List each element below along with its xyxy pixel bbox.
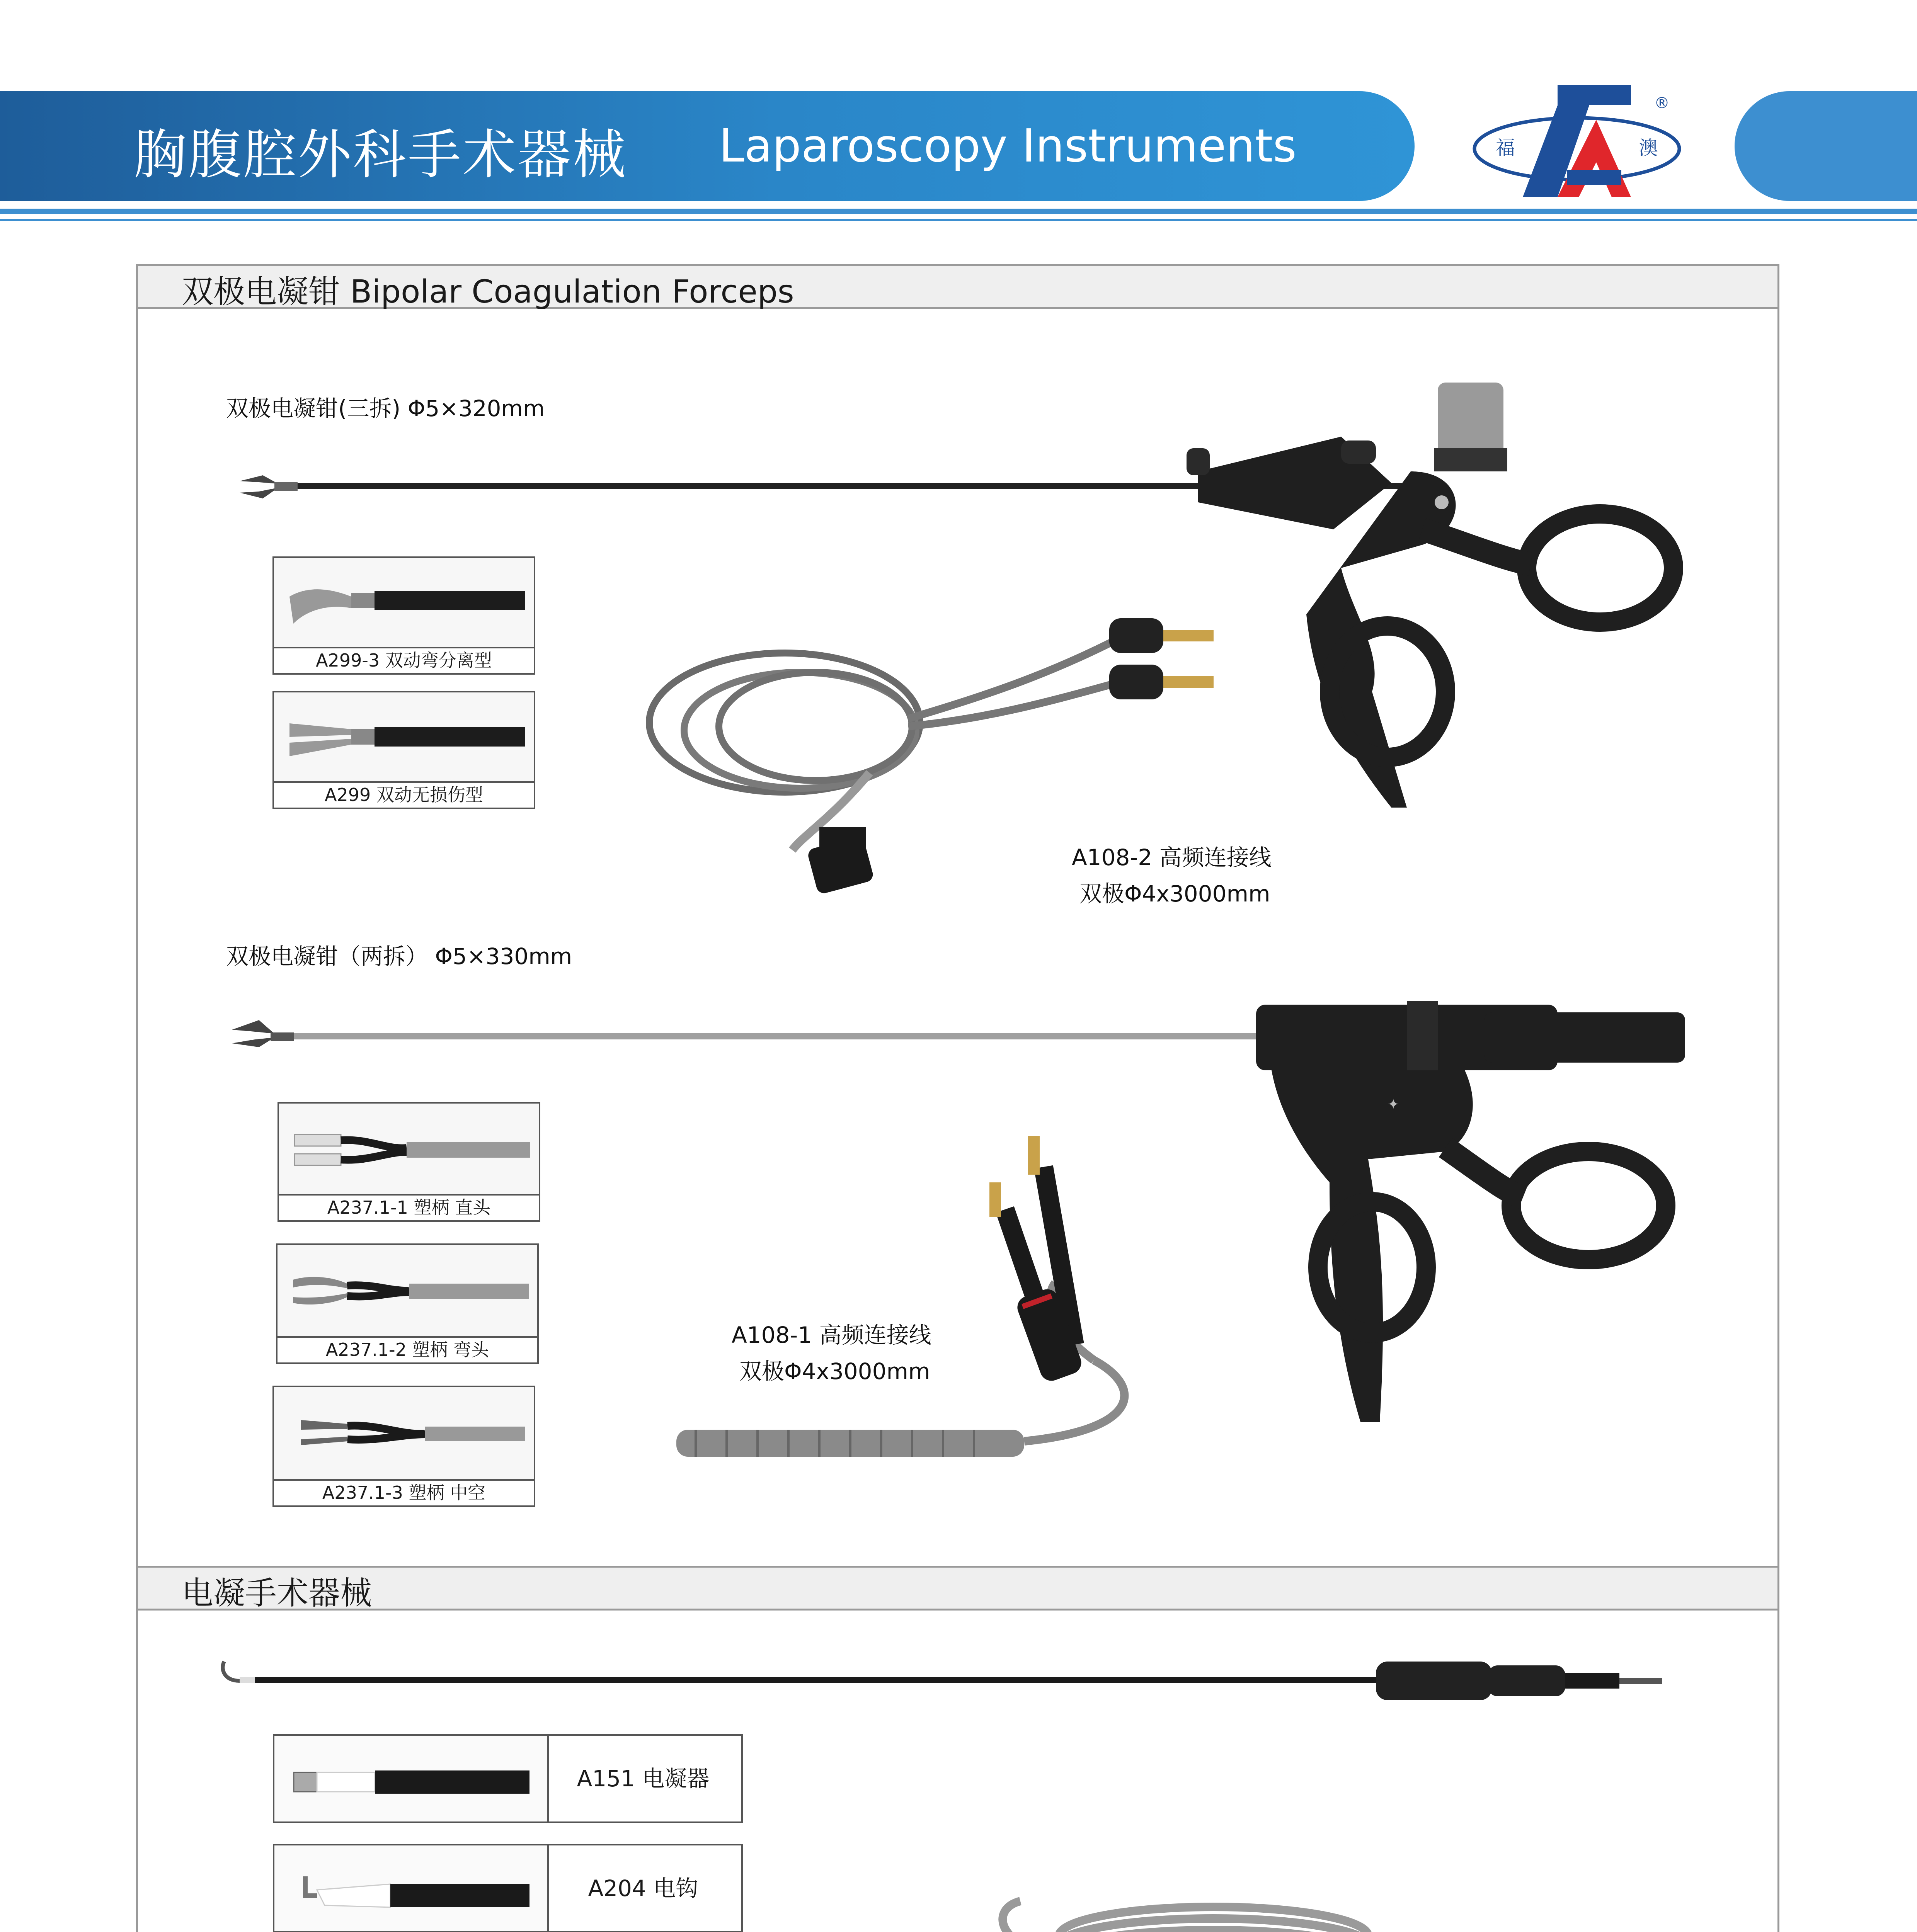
thumb-a237-1-3 [272,1386,535,1507]
row-image [274,1845,549,1931]
cable1-line1: A108-2 高频连接线 [1072,844,1272,871]
logo-left-char: 福 [1496,137,1515,159]
section2-header [136,1566,1779,1611]
company-logo [1469,77,1685,205]
cable2-line1: A108-1 高频连接线 [732,1322,931,1348]
thumb-caption: A299-3 双动弯分离型 [274,647,534,673]
page-subtitle: Laparoscopy Instruments [719,119,1297,172]
section1-title: 双极电凝钳 Bipolar Coagulation Forceps [182,274,794,310]
header-rule-thin [0,219,1917,221]
thumb-a237-1-1 [278,1102,540,1222]
thumb-image [278,1245,537,1336]
row-label [553,1845,734,1931]
registered-mark: ® [1654,94,1670,112]
thumb-image [274,558,534,647]
product1-label: 双极电凝钳(三拆) Φ5×320mm [226,395,545,422]
row-label-line1: A204 电钩 [588,1875,698,1901]
cable1-line2: 双极Φ4x3000mm [1079,881,1270,907]
thumb-image [274,1387,534,1479]
electrode-row-a151 [273,1734,743,1823]
header-right-tab [1735,91,1917,201]
section2-title: 电凝手术器械 [182,1575,372,1612]
row-label-line1: A151 电凝器 [577,1765,710,1792]
thumb-caption: A237.1-2 塑柄 弯头 [278,1336,537,1362]
product2-label: 双极电凝钳（两拆） Φ5×330mm [226,943,572,969]
thumb-a299 [272,691,535,809]
cable2-line2: 双极Φ4x3000mm [739,1358,930,1384]
thumb-image [274,692,534,781]
thumb-caption: A299 双动无损伤型 [274,781,534,808]
thumb-caption: A237.1-1 塑柄 直头 [279,1194,539,1220]
thumb-a299-3 [272,556,535,675]
thumb-a237-1-2 [276,1243,539,1364]
page-title: 胸腹腔外科手术器械 [133,124,628,186]
electrode-row-a204 [273,1844,743,1932]
logo-right-char: 澳 [1639,137,1658,159]
electrode-instrument-image [216,1646,1685,1708]
header-rule [0,209,1917,214]
monopolar-cable-a108-image [835,1886,1592,1932]
thumb-caption: A237.1-3 塑柄 中空 [274,1479,534,1505]
row-image [274,1736,549,1821]
svg-text:✦: ✦ [1388,1097,1399,1112]
row-label [553,1736,734,1821]
thumb-image [279,1104,539,1194]
